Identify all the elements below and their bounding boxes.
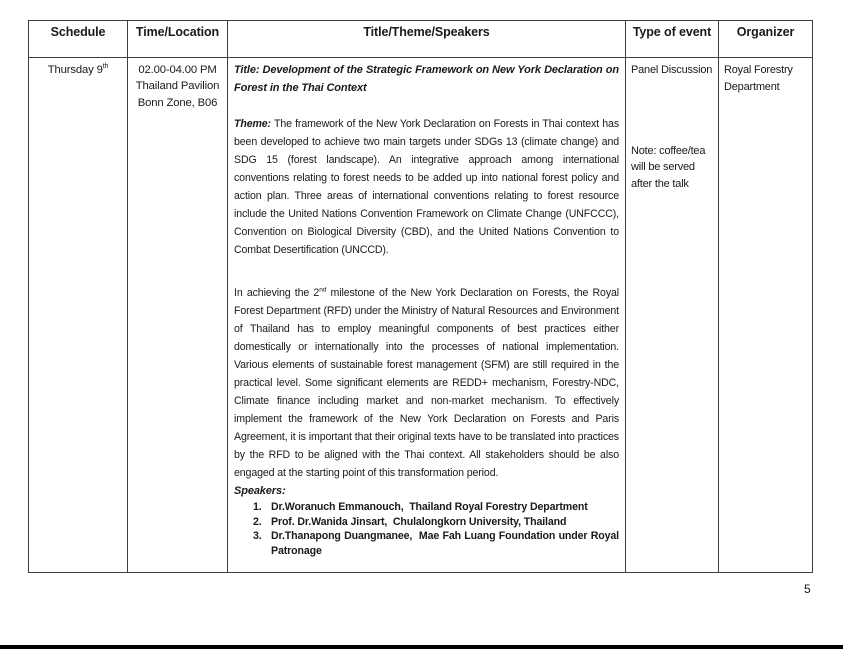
speaker-item	[253, 515, 619, 530]
schedule-day: Thursday 9	[47, 64, 103, 76]
table-row	[29, 58, 813, 573]
implementation-paragraph	[234, 284, 619, 482]
speakers-list	[234, 500, 622, 558]
para2-text-rest: milestone of the New York Declaration on Forests, the Royal Forest Department (RFD) under the Ministry of Natural Resources and Environment of Thailand has to employ meaningful components of best practices either domestically or internationally into the processes of national implementation. Various elements of sustainable forest management (SFM) are still required in the practical level. Some significant elements are REDD+ mechanism, Forestry-NDC, Climate finance including market and non-market mechanism. To effectively implement the framework of the New York Declaration on Forests and Paris Agreement, it is important that their original texts have to be translated into practices by the RFD to be aligned with the Thai context. All stakeholders should be also engaged at the starting point of this transformation period.	[234, 287, 620, 479]
cell-title-theme-speakers	[228, 58, 626, 573]
organizer-name: Royal Forestry Department	[724, 64, 793, 93]
event-note: Note: coffee/tea will be served after the talk	[631, 144, 706, 190]
para2-text-start: In achieving the 2	[234, 287, 320, 299]
speaker-name: Dr.Woranuch Emmanouch, Thailand Royal Forestry Department	[271, 501, 588, 513]
page-number: 5	[804, 582, 811, 596]
cell-organizer	[719, 58, 813, 573]
col-header-time-location: Time/Location	[128, 21, 228, 58]
speaker-name: Dr.Thanapong Duangmanee, Mae Fah Luang Foundation under Royal Patronage	[271, 530, 622, 557]
speaker-item	[253, 500, 619, 515]
col-header-organizer: Organizer	[719, 21, 813, 58]
theme-text: The framework of the New York Declaration on Forests in Thai context has been developed to achieve two main targets under SDGs 13 (climate change) and SDG 15 (forest landscape). An integrative approach among international conventions relating to forest needs to be added up into national forest policy and action plan. Three areas of international conventions relating to forest resource include the United Nations Convention Framework on Climate Change (UNFCCC), Convention on Biological Diversity (CBD), and the United Nations Convention to Combat Desertification (UNCCD).	[234, 118, 619, 256]
col-header-title-theme-speakers: Title/Theme/Speakers	[228, 21, 626, 58]
bottom-rule	[0, 645, 843, 649]
col-header-type-of-event: Type of event	[626, 21, 719, 58]
event-title: Title: Development of the Strategic Framework on New York Declaration on Forest in the Thai Context	[234, 64, 619, 94]
speaker-item	[253, 529, 622, 558]
cell-time-location	[128, 58, 228, 573]
event-type: Panel Discussion	[631, 64, 713, 76]
schedule-table	[28, 20, 813, 573]
speakers-label: Speakers:	[234, 485, 286, 497]
venue-line: Thailand Pavilion	[135, 80, 220, 93]
speaker-number: 3.	[253, 530, 262, 543]
schedule-ordinal: th	[102, 63, 109, 71]
theme-label: Theme:	[234, 118, 271, 130]
time-line: 02.00-04.00 PM	[138, 64, 217, 76]
para2-ordinal: nd	[319, 286, 327, 294]
header-row	[29, 21, 813, 58]
speaker-number: 1.	[253, 501, 262, 513]
zone-line: Bonn Zone, B06	[137, 96, 218, 109]
cell-type-of-event	[626, 58, 719, 573]
speaker-number: 2.	[253, 515, 262, 528]
col-header-schedule: Schedule	[29, 21, 128, 58]
cell-schedule	[29, 58, 128, 573]
theme-paragraph	[234, 115, 619, 259]
speaker-name: Prof. Dr.Wanida Jinsart, Chulalongkorn University, Thailand	[271, 515, 567, 528]
